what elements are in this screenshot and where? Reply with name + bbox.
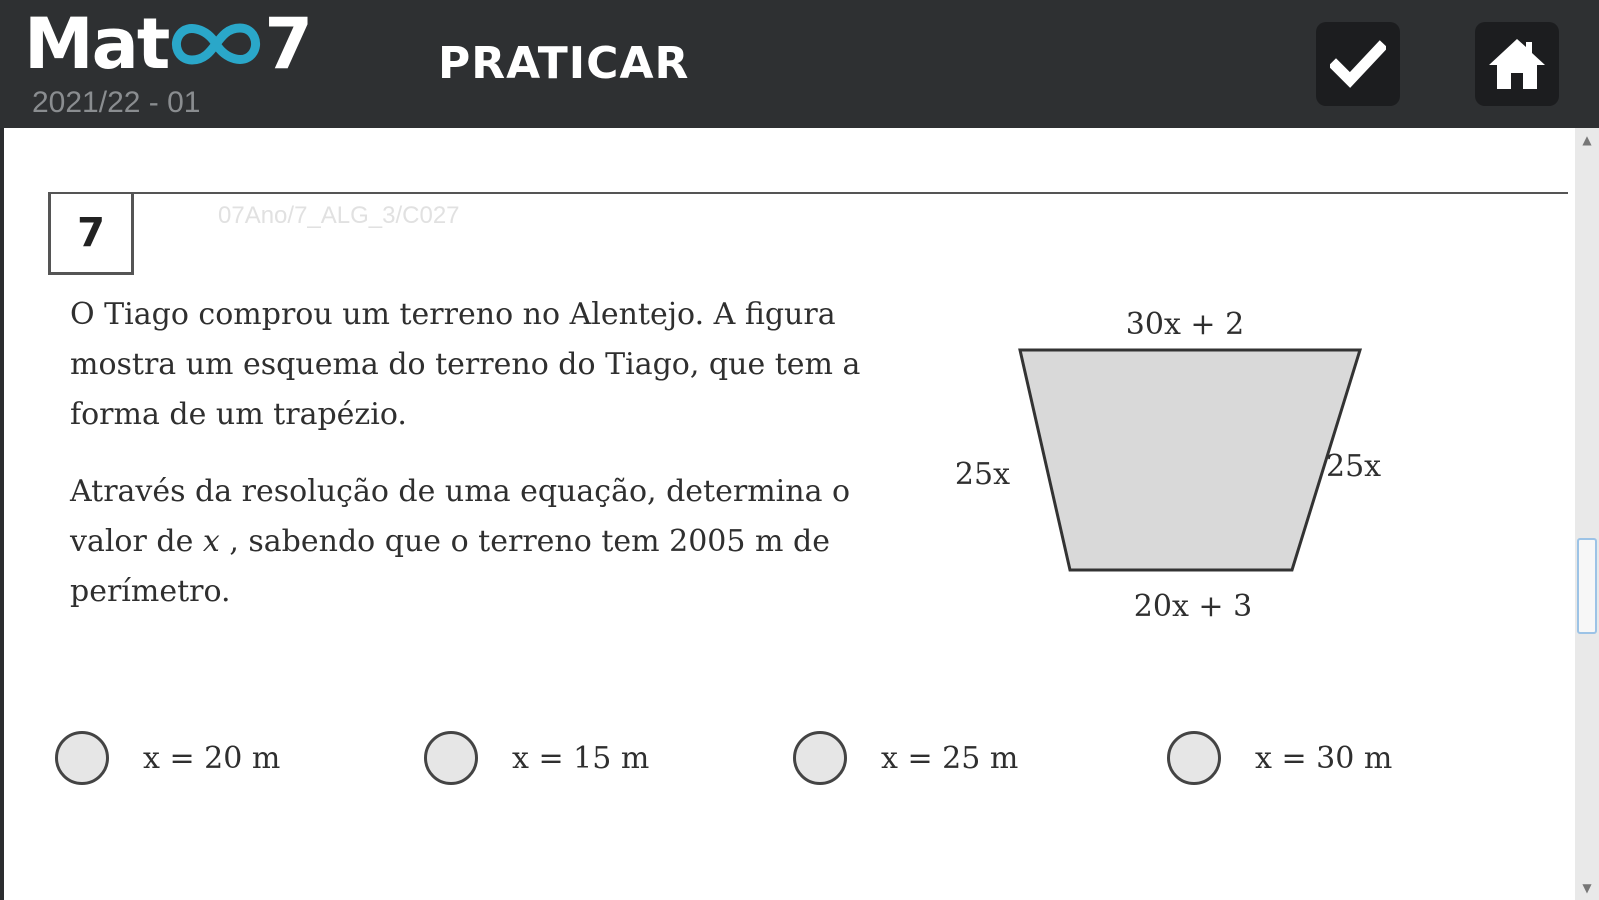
scroll-down-arrow-icon[interactable]: ▼ xyxy=(1582,881,1592,895)
vertical-scrollbar[interactable] xyxy=(1575,128,1599,900)
question-number: 7 xyxy=(48,193,134,275)
scrollbar-thumb[interactable] xyxy=(1577,538,1597,634)
page-title: PRATICAR xyxy=(438,38,690,89)
question-paragraph-2 xyxy=(70,467,910,617)
check-answer-button[interactable] xyxy=(1316,22,1400,106)
scroll-up-arrow-icon[interactable]: ▲ xyxy=(1582,133,1592,147)
logo-text-left: Mat xyxy=(24,3,169,85)
answer-option-2-label: x = 15 m xyxy=(512,740,650,776)
infinity-logo-icon xyxy=(166,14,266,74)
app-logo xyxy=(24,4,311,84)
answer-option-4[interactable] xyxy=(1167,730,1392,786)
question-divider xyxy=(48,192,1568,194)
app-header xyxy=(0,0,1599,128)
radio-button-1[interactable] xyxy=(55,731,109,785)
answer-option-1[interactable] xyxy=(55,730,280,786)
top-side-label: 30x + 2 xyxy=(1125,307,1245,342)
answer-option-4-label: x = 30 m xyxy=(1255,740,1393,776)
answer-option-2[interactable] xyxy=(424,730,649,786)
right-side-label: 25x xyxy=(1326,449,1382,484)
question-paragraph-1: O Tiago comprou um terreno no Alentejo. A figura mostra um esquema do terreno do Tiago, que tem a forma de um trapézio. xyxy=(70,297,861,432)
radio-button-2[interactable] xyxy=(424,731,478,785)
radio-button-4[interactable] xyxy=(1167,731,1221,785)
answer-option-3[interactable] xyxy=(793,730,1018,786)
checkmark-icon xyxy=(1330,40,1386,88)
paragraph-2-variable: x xyxy=(202,524,220,559)
home-button[interactable] xyxy=(1475,22,1559,106)
trapezoid-shape xyxy=(1020,350,1360,570)
radio-button-3[interactable] xyxy=(793,731,847,785)
school-year: 2021/22 - 01 xyxy=(32,86,201,119)
logo-text-right: 7 xyxy=(264,3,312,85)
question-code: 07Ano/7_ALG_3/C027 xyxy=(218,202,460,229)
paragraph-2-end: , sabendo que o terreno tem 2005 m de perímetro. xyxy=(70,524,830,609)
trapezoid-figure xyxy=(940,300,1440,640)
left-side-label: 25x xyxy=(954,457,1010,492)
home-icon xyxy=(1486,36,1548,92)
answer-option-3-label: x = 25 m xyxy=(881,740,1019,776)
paragraph-2-start: Através da resolução de uma equação, determina o valor de xyxy=(70,474,851,559)
bottom-side-label: 20x + 3 xyxy=(1133,589,1253,624)
answer-option-1-label: x = 20 m xyxy=(143,740,281,776)
